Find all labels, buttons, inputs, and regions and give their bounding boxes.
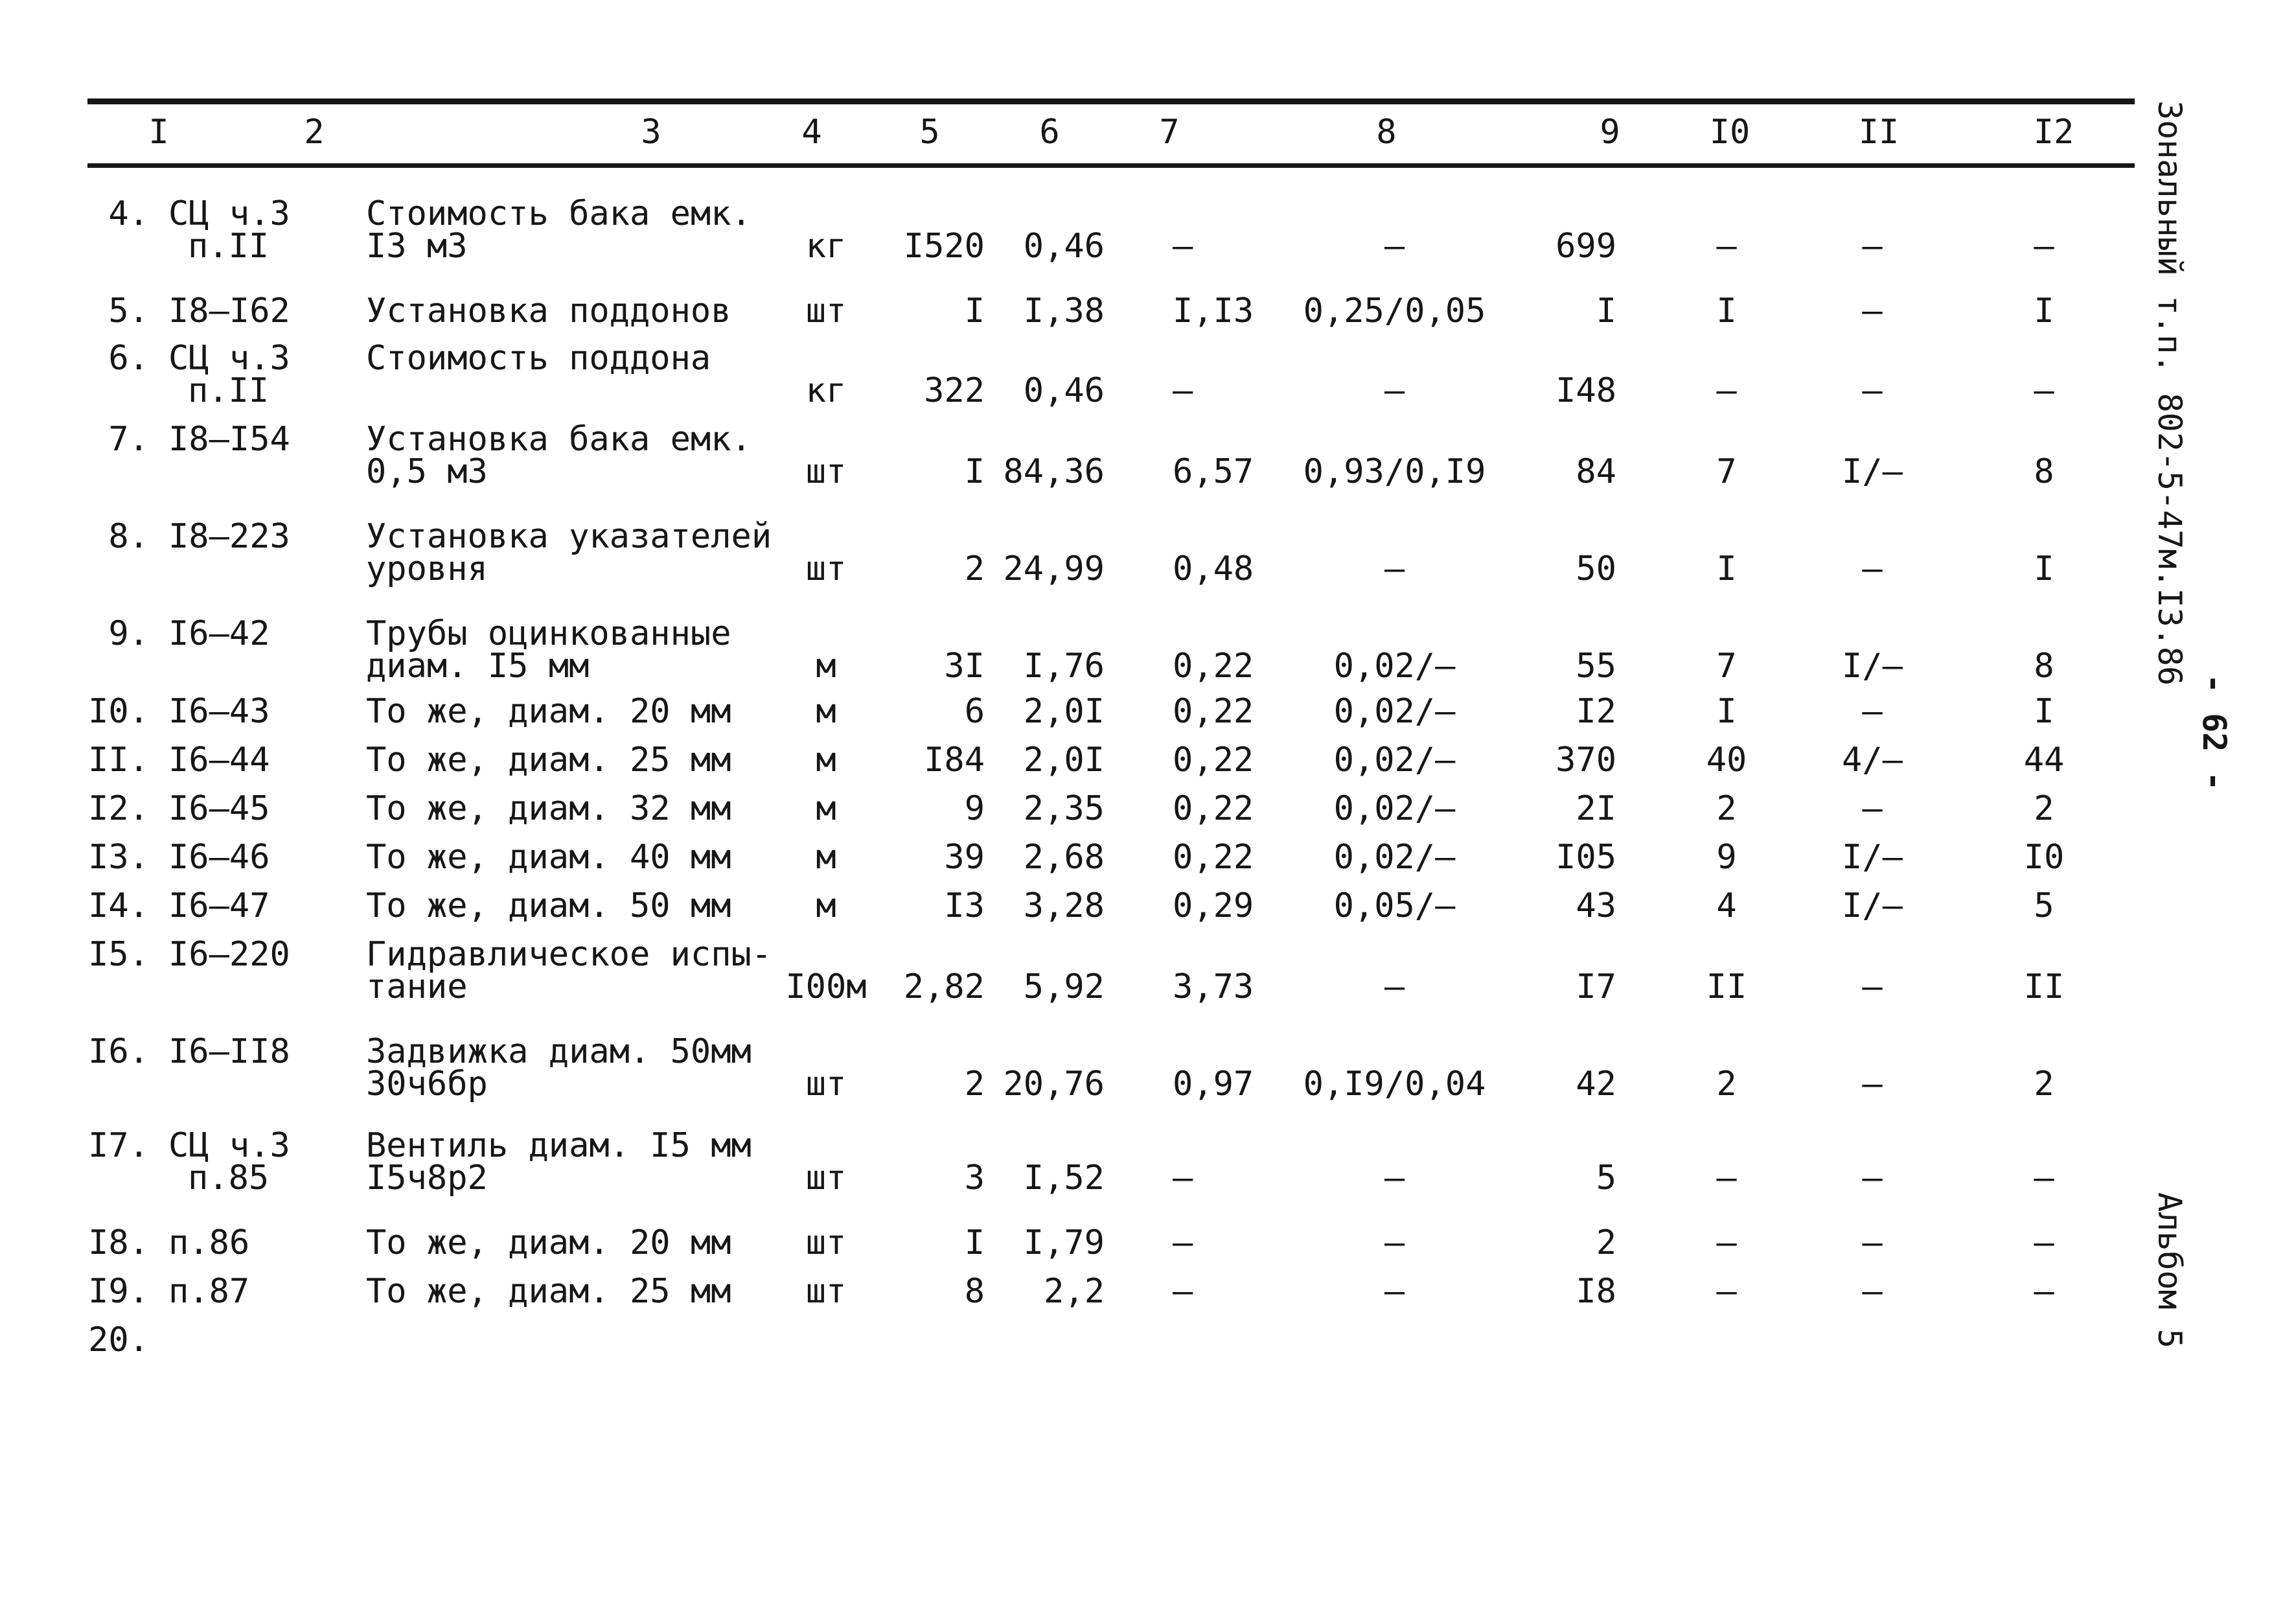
cell-c8: – xyxy=(1384,1223,1405,1262)
cell-c6: 0,46 xyxy=(1023,227,1105,266)
row-number: 9. xyxy=(108,614,149,653)
row-number: I6. xyxy=(88,1032,149,1071)
cell-c9: 42 xyxy=(1576,1065,1616,1104)
cell-c9: 699 xyxy=(1556,227,1616,266)
row-number: I3. xyxy=(88,838,149,877)
cell-unit: кг xyxy=(805,371,847,410)
cell-c5: 6 xyxy=(964,692,985,731)
cell-c11: I/– xyxy=(1842,452,1903,491)
cell-c6: I,52 xyxy=(1023,1159,1105,1197)
cell-c7: 0,22 xyxy=(1173,647,1254,686)
cell-c8: – xyxy=(1384,371,1405,410)
cell-c5: I xyxy=(964,1223,985,1262)
cell-c6: I,38 xyxy=(1023,292,1105,330)
table-header-rule xyxy=(87,163,2135,168)
cell-c11: – xyxy=(1862,1159,1883,1197)
cell-c9: 84 xyxy=(1576,452,1616,491)
header-col-9: 9 xyxy=(1600,113,1620,152)
cell-c6: 3,28 xyxy=(1023,886,1105,925)
cell-c11: – xyxy=(1862,371,1883,410)
cell-c6: 24,99 xyxy=(1003,549,1105,588)
row-number: I7. xyxy=(88,1126,149,1165)
row-number: 7. xyxy=(108,420,149,459)
cell-c10: I xyxy=(1716,292,1737,330)
norm-code: СЦ ч.3 xyxy=(168,194,290,233)
row-number: I0. xyxy=(88,692,149,731)
cell-c5: I xyxy=(964,292,985,330)
cell-unit: шт xyxy=(805,1065,847,1104)
cell-c8: 0,02/– xyxy=(1333,692,1456,731)
cell-c7: – xyxy=(1173,1272,1193,1311)
norm-code: п.86 xyxy=(168,1223,250,1262)
cell-c8: 0,02/– xyxy=(1333,741,1456,780)
cell-c8: 0,I9/0,04 xyxy=(1303,1065,1486,1104)
work-name: То же, диам. 25 мм xyxy=(366,1272,731,1311)
cell-c9: I2 xyxy=(1576,692,1616,731)
norm-code: I6–46 xyxy=(168,838,270,877)
cell-c12: I xyxy=(2034,292,2054,330)
cell-c7: 0,29 xyxy=(1173,886,1254,925)
cell-c10: – xyxy=(1716,1159,1737,1197)
cell-c5: 2,82 xyxy=(903,967,985,1006)
cell-c10: 40 xyxy=(1706,741,1747,780)
cell-c10: 2 xyxy=(1716,789,1737,828)
cell-c8: 0,93/0,I9 xyxy=(1303,452,1486,491)
work-name: Вентиль диам. I5 мм xyxy=(366,1126,752,1165)
cell-c8: – xyxy=(1384,967,1405,1006)
cell-c7: – xyxy=(1173,371,1193,410)
header-col-11: II xyxy=(1858,113,1900,152)
cell-c11: I/– xyxy=(1842,647,1903,686)
work-name: тание xyxy=(366,967,468,1006)
cell-c10: II xyxy=(1706,967,1747,1006)
cell-c8: – xyxy=(1384,549,1405,588)
cell-c6: 84,36 xyxy=(1003,452,1105,491)
cell-unit: шт xyxy=(805,1272,847,1311)
page-number: - 62 - xyxy=(2196,674,2233,791)
cell-c12: – xyxy=(2034,1159,2054,1197)
cell-c6: 2,2 xyxy=(1044,1272,1105,1311)
work-name: I5ч8р2 xyxy=(366,1159,488,1197)
cell-c11: – xyxy=(1862,967,1883,1006)
cell-c5: 8 xyxy=(964,1272,985,1311)
cell-c8: – xyxy=(1384,1159,1405,1197)
cell-c8: – xyxy=(1384,227,1405,266)
cell-c7: 0,97 xyxy=(1173,1065,1254,1104)
cell-c10: 4 xyxy=(1716,886,1737,925)
row-number: I8. xyxy=(88,1223,149,1262)
table-top-rule xyxy=(87,98,2135,104)
cell-c10: 2 xyxy=(1716,1065,1737,1104)
cell-c12: – xyxy=(2034,227,2054,266)
row-number: 8. xyxy=(108,517,149,556)
cell-c10: 7 xyxy=(1716,452,1737,491)
row-number: I5. xyxy=(88,935,149,974)
cell-unit: шт xyxy=(805,549,847,588)
cell-c8: 0,05/– xyxy=(1333,886,1456,925)
cell-c5: 2 xyxy=(964,549,985,588)
cell-c5: 3I xyxy=(944,647,985,686)
cell-c10: – xyxy=(1716,1272,1737,1311)
cell-c12: I xyxy=(2034,549,2054,588)
norm-code: I8–223 xyxy=(168,517,290,556)
cell-c10: – xyxy=(1716,371,1737,410)
norm-code: п.87 xyxy=(168,1272,250,1311)
cell-c12: 2 xyxy=(2034,1065,2054,1104)
cell-c11: – xyxy=(1862,227,1883,266)
row-number: 4. xyxy=(108,194,149,233)
cell-c8: 0,02/– xyxy=(1333,838,1456,877)
work-name: 0,5 м3 xyxy=(366,452,488,491)
cell-c7: 0,22 xyxy=(1173,692,1254,731)
cell-c12: 2 xyxy=(2034,789,2054,828)
cell-c5: 9 xyxy=(964,789,985,828)
cell-c10: – xyxy=(1716,1223,1737,1262)
work-name: Гидравлическое испы- xyxy=(366,935,772,974)
work-name: уровня xyxy=(366,549,488,588)
cell-unit: шт xyxy=(805,1223,847,1262)
cell-unit: м xyxy=(816,838,836,877)
header-col-10: I0 xyxy=(1709,113,1751,152)
cell-c7: 3,73 xyxy=(1173,967,1254,1006)
cell-unit: шт xyxy=(805,292,847,330)
cell-c12: II xyxy=(2023,967,2065,1006)
cell-c11: – xyxy=(1862,1223,1883,1262)
cell-c5: 39 xyxy=(944,838,985,877)
cell-unit: м xyxy=(816,741,836,780)
cell-c12: I xyxy=(2034,692,2054,731)
cell-c9: 5 xyxy=(1596,1159,1616,1197)
cell-c11: – xyxy=(1862,1272,1883,1311)
work-name: Стоимость бака емк. xyxy=(366,194,752,233)
work-name: То же, диам. 20 мм xyxy=(366,1223,731,1262)
cell-c11: – xyxy=(1862,292,1883,330)
cell-c10: – xyxy=(1716,227,1737,266)
cell-unit: м xyxy=(816,692,836,731)
cell-c9: 55 xyxy=(1576,647,1616,686)
work-name: Трубы оцинкованные xyxy=(366,614,731,653)
cell-c11: – xyxy=(1862,789,1883,828)
cell-c10: I xyxy=(1716,549,1737,588)
cell-c5: I xyxy=(964,452,985,491)
cell-c8: – xyxy=(1384,1272,1405,1311)
cell-c10: 7 xyxy=(1716,647,1737,686)
norm-code: I6–43 xyxy=(168,692,270,731)
work-name: Установка указателей xyxy=(366,517,772,556)
cell-c5: I84 xyxy=(924,741,985,780)
series-caption: Зональный т.п. 802-5-47м.I3.86 xyxy=(2151,100,2188,686)
album-caption: Альбом 5 xyxy=(2151,1192,2188,1348)
cell-c8: 0,02/– xyxy=(1333,789,1456,828)
cell-c5: 322 xyxy=(924,371,985,410)
cell-c6: I,79 xyxy=(1023,1223,1105,1262)
norm-code: I6–220 xyxy=(168,935,290,974)
norm-code: I6–44 xyxy=(168,741,270,780)
cell-c11: I/– xyxy=(1842,838,1903,877)
work-name: Задвижка диам. 50мм xyxy=(366,1032,752,1071)
cell-c6: 0,46 xyxy=(1023,371,1105,410)
cell-c7: 0,48 xyxy=(1173,549,1254,588)
cell-c7: – xyxy=(1173,1223,1193,1262)
cell-c12: – xyxy=(2034,371,2054,410)
cell-c10: I xyxy=(1716,692,1737,731)
work-name: То же, диам. 25 мм xyxy=(366,741,731,780)
cell-c9: I05 xyxy=(1556,838,1616,877)
work-name: То же, диам. 20 мм xyxy=(366,692,731,731)
work-name: То же, диам. 32 мм xyxy=(366,789,731,828)
cell-c5: 3 xyxy=(964,1159,985,1197)
row-number: I4. xyxy=(88,886,149,925)
row-number: 20. xyxy=(88,1321,149,1359)
row-number: 6. xyxy=(108,339,149,378)
header-col-4: 4 xyxy=(801,113,822,152)
cell-c9: I8 xyxy=(1576,1272,1616,1311)
work-name: Установка бака емк. xyxy=(366,420,752,459)
work-name: Стоимость поддона xyxy=(366,339,711,378)
cell-c7: 0,22 xyxy=(1173,741,1254,780)
work-name: диам. I5 мм xyxy=(366,647,590,686)
cell-c9: 2 xyxy=(1596,1223,1616,1262)
cell-c11: 4/– xyxy=(1842,741,1903,780)
cell-c9: 2I xyxy=(1576,789,1616,828)
header-col-8: 8 xyxy=(1376,113,1397,152)
cell-c11: – xyxy=(1862,1065,1883,1104)
cell-c5: I520 xyxy=(903,227,985,266)
header-col-7: 7 xyxy=(1159,113,1180,152)
work-name: То же, диам. 50 мм xyxy=(366,886,731,925)
norm-code: I6–II8 xyxy=(168,1032,290,1071)
cell-c12: – xyxy=(2034,1223,2054,1262)
cell-c6: 2,0I xyxy=(1023,741,1105,780)
cell-c7: – xyxy=(1173,227,1193,266)
cell-unit: I00м xyxy=(785,967,867,1006)
norm-code: I8–I62 xyxy=(168,292,290,330)
norm-code: I6–42 xyxy=(168,614,270,653)
cell-c12: – xyxy=(2034,1272,2054,1311)
cell-c9: 50 xyxy=(1576,549,1616,588)
cell-c6: 20,76 xyxy=(1003,1065,1105,1104)
norm-code: I6–45 xyxy=(168,789,270,828)
cell-unit: шт xyxy=(805,452,847,491)
work-name: Установка поддонов xyxy=(366,292,731,330)
header-col-2: 2 xyxy=(304,113,325,152)
norm-code: СЦ ч.3 xyxy=(168,339,290,378)
work-name: I3 м3 xyxy=(366,227,468,266)
cell-unit: м xyxy=(816,647,836,686)
cell-c6: 2,0I xyxy=(1023,692,1105,731)
row-number: I2. xyxy=(88,789,149,828)
work-name: То же, диам. 40 мм xyxy=(366,838,731,877)
norm-code: I8–I54 xyxy=(168,420,290,459)
cell-c11: – xyxy=(1862,692,1883,731)
cell-unit: м xyxy=(816,886,836,925)
cell-c9: I48 xyxy=(1556,371,1616,410)
header-col-5: 5 xyxy=(919,113,940,152)
row-number: I9. xyxy=(88,1272,149,1311)
cell-c9: 43 xyxy=(1576,886,1616,925)
norm-code: I6–47 xyxy=(168,886,270,925)
cell-c7: – xyxy=(1173,1159,1193,1197)
cell-c11: I/– xyxy=(1842,886,1903,925)
row-number: 5. xyxy=(108,292,149,330)
cell-c6: 2,68 xyxy=(1023,838,1105,877)
work-name: 30ч6бр xyxy=(366,1065,488,1104)
cell-c12: 5 xyxy=(2034,886,2054,925)
cell-c5: I3 xyxy=(944,886,985,925)
norm-code: п.II xyxy=(188,371,270,410)
cell-c6: 5,92 xyxy=(1023,967,1105,1006)
header-col-12: I2 xyxy=(2033,113,2074,152)
cell-c7: 0,22 xyxy=(1173,789,1254,828)
cell-c8: 0,02/– xyxy=(1333,647,1456,686)
cell-c9: I xyxy=(1596,292,1616,330)
cell-c6: 2,35 xyxy=(1023,789,1105,828)
cell-unit: шт xyxy=(805,1159,847,1197)
cell-c7: 6,57 xyxy=(1173,452,1254,491)
norm-code: п.II xyxy=(188,227,270,266)
cell-c9: 370 xyxy=(1556,741,1616,780)
cell-c7: I,I3 xyxy=(1173,292,1254,330)
cell-c7: 0,22 xyxy=(1173,838,1254,877)
cell-c6: I,76 xyxy=(1023,647,1105,686)
cell-unit: кг xyxy=(805,227,847,266)
header-col-3: 3 xyxy=(641,113,661,152)
cell-c5: 2 xyxy=(964,1065,985,1104)
cell-unit: м xyxy=(816,789,836,828)
cell-c12: 8 xyxy=(2034,647,2054,686)
cell-c12: 44 xyxy=(2023,741,2065,780)
header-col-6: 6 xyxy=(1039,113,1060,152)
cell-c8: 0,25/0,05 xyxy=(1303,292,1486,330)
header-col-1: I xyxy=(148,113,169,152)
cell-c12: 8 xyxy=(2034,452,2054,491)
cell-c10: 9 xyxy=(1716,838,1737,877)
cell-c12: I0 xyxy=(2023,838,2065,877)
cell-c11: – xyxy=(1862,549,1883,588)
row-number: II. xyxy=(88,741,149,780)
norm-code: п.85 xyxy=(188,1159,270,1197)
cell-c9: I7 xyxy=(1576,967,1616,1006)
norm-code: СЦ ч.3 xyxy=(168,1126,290,1165)
